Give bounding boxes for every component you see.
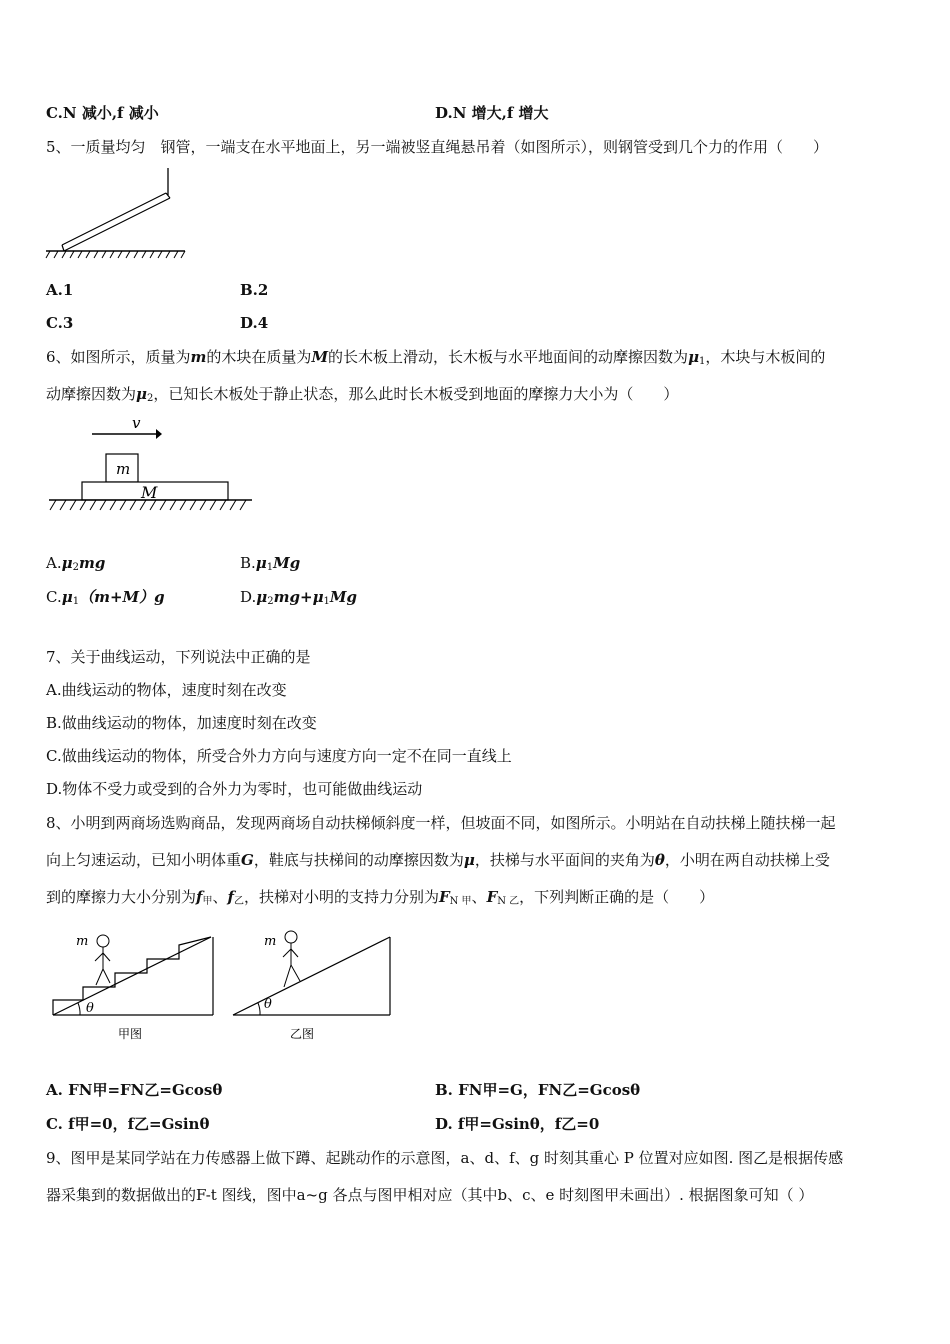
fig-b-m-label: m	[264, 934, 277, 949]
q8-stem-line-2: 向上匀速运动，已知小明体重G，鞋底与扶梯间的动摩擦因数为μ，扶梯与水平面间的夹角为θ，小明在两自动扶梯上受	[46, 851, 830, 869]
q5-option-a: A.1	[46, 281, 74, 299]
velocity-label: v	[132, 414, 141, 432]
q9-stem-line-1: 9、图甲是某同学站在力传感器上做下蹲、起跳动作的示意图，a、d、f、g 时刻其重心 P 位置对应如图. 图乙是根据传感	[46, 1149, 844, 1167]
q6-stem-line-2: 动摩擦因数为$\mu_2$，已知长木板处于静止状态，那么此时长木板受到地面的摩擦力大小为（ ）	[46, 385, 679, 404]
q6-stem-line-1: 6、如图所示，质量为m的木块在质量为M的长木板上滑动，长木板与水平地面间的动摩擦因数为$\mu_1$，木块与木板间的	[46, 348, 826, 367]
q5-option-c: C.3	[46, 314, 74, 332]
q6-option-a: $A.\mu_2mg$	[46, 554, 106, 573]
q8-option-b: B. FN甲=G，FN乙=Gcosθ	[435, 1081, 641, 1099]
q5-figure-pipe-on-ground	[40, 165, 200, 265]
board-M-label: M	[141, 483, 158, 502]
q5-stem: 5、一质量均匀 钢管，一端支在水平地面上，另一端被竖直绳悬吊着（如图所示），则钢管受到几个力的作用（ ）	[46, 138, 829, 156]
q7-option-c: C.做曲线运动的物体，所受合外力方向与速度方向一定不在同一直线上	[46, 747, 512, 765]
fig-a-m-label: m	[76, 934, 89, 949]
q7-option-d: D.物体不受力或受到的合外力为零时，也可能做曲线运动	[46, 780, 423, 798]
block-m-label: m	[116, 460, 131, 478]
q6-option-b: $B.\mu_1Mg$	[240, 554, 301, 573]
q8-stem-line-1: 8、小明到两商场选购商品，发现两商场自动扶梯倾斜度一样，但坡面不同，如图所示。小明站在自动扶梯上随扶梯一起	[46, 814, 836, 832]
q4-option-c: C.N 减小,f 减小	[46, 104, 159, 122]
q8-option-a: A. FN甲=FN乙=Gcosθ	[46, 1081, 223, 1099]
fig-a-theta-label: θ	[86, 1001, 94, 1016]
q9-stem-line-2: 器采集到的数据做出的F-t 图线，图中a~g 各点与图甲相对应（其中b、c、e 时刻图甲未画出）. 根据图象可知（ ）	[46, 1186, 814, 1204]
fig-b-theta-label: θ	[264, 997, 272, 1012]
q7-option-a: A.曲线运动的物体，速度时刻在改变	[46, 681, 287, 699]
q8-figure-escalators	[48, 925, 398, 1050]
q7-option-b: B.做曲线运动的物体，加速度时刻在改变	[46, 714, 317, 732]
q4-option-d: D.N 增大,f 增大	[435, 104, 549, 122]
q8-stem-line-3: 到的摩擦力大小分别为$f_甲$、$f_乙$，扶梯对小明的支持力分别为$F_{N 甲}$、$F_{N 乙}$，下列判断正确的是（ ）	[46, 888, 715, 907]
q6-option-c: $C.\mu_1(m+M)g$	[46, 588, 165, 607]
q8-option-d: D. f甲=Gsinθ，f乙=0	[435, 1115, 600, 1133]
fig-b-caption: 乙图	[290, 1027, 315, 1041]
fig-a-caption: 甲图	[118, 1027, 143, 1041]
q6-option-d: $D.\mu_2mg+\mu_1Mg$	[240, 588, 358, 607]
q7-stem: 7、关于曲线运动，下列说法中正确的是	[46, 648, 311, 666]
q6-figure-block-on-board	[44, 412, 259, 517]
q5-option-d: D.4	[240, 314, 269, 332]
q8-option-c: C. f甲=0，f乙=Gsinθ	[46, 1115, 210, 1133]
q5-option-b: B.2	[240, 281, 269, 299]
